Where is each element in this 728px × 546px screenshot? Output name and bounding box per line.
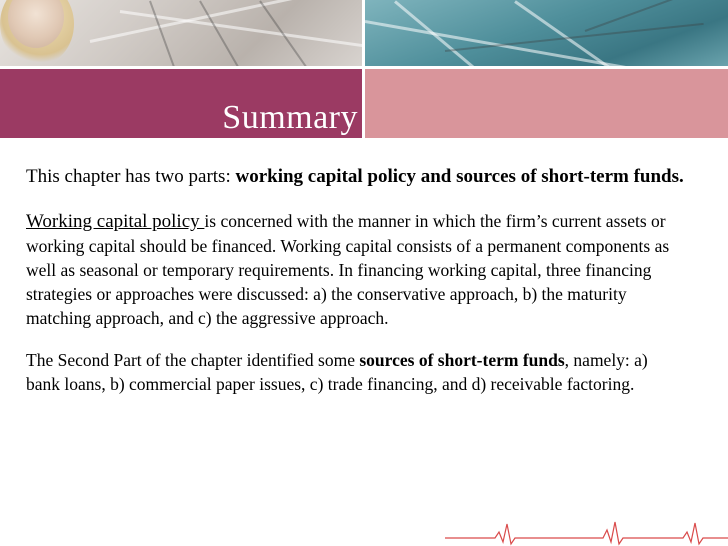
title-band-left <box>0 69 362 138</box>
photo-banner-left <box>0 0 362 66</box>
sources-bold-text: sources of short-term funds <box>359 350 565 370</box>
glass-strut <box>149 1 192 66</box>
glass-strut <box>90 0 362 43</box>
intro-paragraph <box>26 162 686 191</box>
working-capital-text: is concerned with the manner in which the firm’s current assets or working capital should be financed. Working capital consists of a permanent components as well as seasonal or temporary requirements. In financing working capital, three financing strategies or approaches were discussed: a) the conservative approach, b) the maturity matching approach, and c) the aggressive approach. <box>26 211 670 328</box>
title-band-right <box>365 69 728 138</box>
intro-text: This chapter has two parts: <box>26 166 236 187</box>
working-capital-paragraph <box>26 209 686 330</box>
sources-paragraph <box>26 348 686 396</box>
slide-title: Summary <box>222 99 358 136</box>
photo-banner-right <box>365 0 728 66</box>
slide-body <box>26 162 686 396</box>
glass-strut <box>445 23 704 52</box>
working-capital-heading: Working capital policy <box>26 211 205 232</box>
sources-text-prefix: The Second Part of the chapter identified some <box>26 350 360 370</box>
intro-bold-text: working capital policy and sources of short-term funds. <box>235 166 684 187</box>
ecg-trace <box>445 522 728 544</box>
sources-text-suffix: , namely: a) bank loans, b) commercial paper issues, c) trade financing, and d) receivable factoring. <box>26 350 648 394</box>
ecg-line-icon <box>445 520 728 546</box>
